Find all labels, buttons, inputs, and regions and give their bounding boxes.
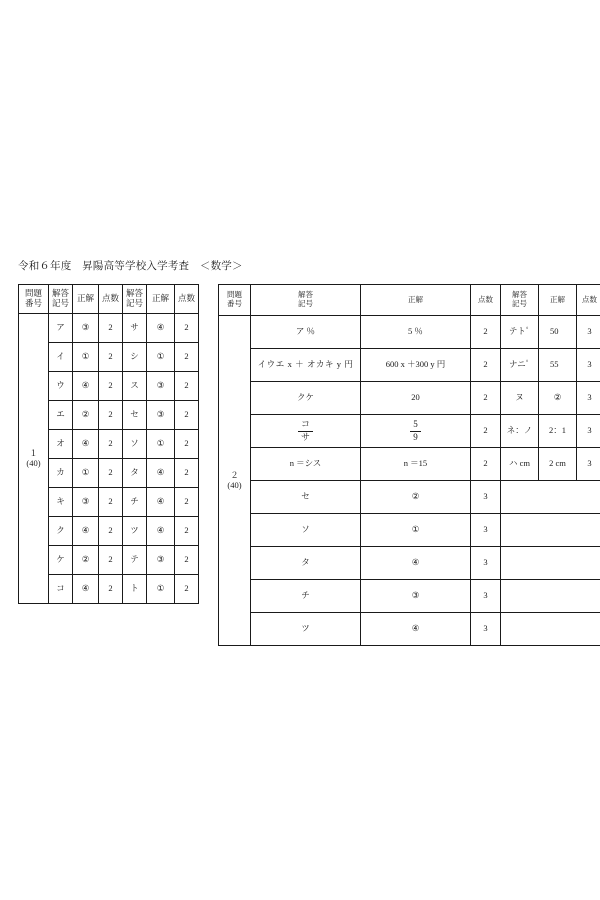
cell-symbol: チ	[251, 580, 361, 613]
cell-points: 2	[99, 401, 123, 430]
cell-answer-2: ③	[147, 401, 175, 430]
cell-points-2: 3	[577, 382, 600, 415]
table-row	[219, 514, 600, 547]
header-answer-symbol-2: 解答 記号	[123, 285, 147, 314]
cell-symbol: キ	[49, 488, 73, 517]
cell-answer: ④	[73, 430, 99, 459]
cell-symbol: ウ	[49, 372, 73, 401]
cell-symbol: イ	[49, 343, 73, 372]
cell-answer-fraction	[361, 415, 471, 448]
cell-points: 2	[471, 349, 501, 382]
cell-symbol: n ＝シス	[251, 448, 361, 481]
cell-symbol-2: ト	[123, 575, 147, 604]
cell-answer: 5 ％	[361, 316, 471, 349]
cell-points-2: 2	[175, 517, 199, 546]
header-answer-symbol: 解答 記号	[251, 285, 361, 316]
cell-answer: ①	[73, 459, 99, 488]
cell-symbol: ケ	[49, 546, 73, 575]
cell-points: 2	[471, 415, 501, 448]
table-row	[219, 316, 600, 349]
cell-answer: ①	[73, 343, 99, 372]
cell-points-2: 2	[175, 401, 199, 430]
cell-points: 2	[99, 517, 123, 546]
cell-symbol-2: サ	[123, 314, 147, 343]
cell-symbol: ツ	[251, 613, 361, 646]
cell-points-2: 2	[175, 314, 199, 343]
cell-symbol-2: ツ	[123, 517, 147, 546]
cell-points: 2	[99, 372, 123, 401]
cell-empty	[501, 547, 600, 580]
cell-symbol: ア	[49, 314, 73, 343]
table-row	[19, 314, 199, 343]
cell-answer-2: ③	[147, 372, 175, 401]
cell-answer: ④	[73, 372, 99, 401]
cell-points: 2	[99, 488, 123, 517]
cell-symbol-2: タ	[123, 459, 147, 488]
cell-points: 2	[99, 546, 123, 575]
header-points-2: 点数	[577, 285, 600, 316]
table-row	[219, 547, 600, 580]
cell-answer: ④	[361, 613, 471, 646]
question-number-cell: １ (40)	[19, 314, 49, 604]
cell-symbol: カ	[49, 459, 73, 488]
cell-answer: ④	[361, 547, 471, 580]
header-correct-answer: 正解	[73, 285, 99, 314]
fraction-denominator: サ	[300, 431, 310, 442]
cell-points-2: 2	[175, 459, 199, 488]
cell-points: 3	[471, 613, 501, 646]
cell-points: 2	[471, 448, 501, 481]
cell-points-2: 3	[577, 349, 600, 382]
cell-answer: ②	[73, 546, 99, 575]
fraction-denominator: 9	[413, 431, 418, 442]
cell-points: 3	[471, 547, 501, 580]
cell-answer-2: 50ﾟ	[539, 316, 577, 349]
cell-symbol: ク	[49, 517, 73, 546]
cell-symbol-2: チ	[123, 488, 147, 517]
cell-points: 2	[471, 382, 501, 415]
cell-answer: ①	[361, 514, 471, 547]
answer-table-question-2	[218, 284, 600, 646]
header-correct-answer-2: 正解	[539, 285, 577, 316]
cell-points-2: 3	[577, 415, 600, 448]
cell-answer-2: 2：1	[539, 415, 577, 448]
cell-answer-2: ④	[147, 459, 175, 488]
cell-points-2: 2	[175, 343, 199, 372]
header-correct-answer-2: 正解	[147, 285, 175, 314]
cell-symbol: コ	[49, 575, 73, 604]
table-row	[219, 580, 600, 613]
cell-answer: ②	[73, 401, 99, 430]
cell-empty	[501, 481, 600, 514]
cell-points-2: 2	[175, 546, 199, 575]
cell-points-2: 2	[175, 430, 199, 459]
question-number-cell: ２ (40)	[219, 316, 251, 646]
cell-points-2: 2	[175, 575, 199, 604]
cell-points: 3	[471, 514, 501, 547]
table-row	[219, 349, 600, 382]
cell-symbol-2: セ	[123, 401, 147, 430]
cell-points: 2	[471, 316, 501, 349]
cell-answer: ③	[361, 580, 471, 613]
cell-symbol-2: ナニﾟ	[501, 349, 539, 382]
cell-answer-2: ①	[147, 343, 175, 372]
cell-answer: ②	[361, 481, 471, 514]
cell-answer-2: ④	[147, 517, 175, 546]
cell-points: 3	[471, 580, 501, 613]
cell-symbol-2: ソ	[123, 430, 147, 459]
cell-answer: n ＝15	[361, 448, 471, 481]
fraction-numerator: 5	[410, 420, 421, 431]
cell-answer: 600 x ＋300 y 円	[361, 349, 471, 382]
cell-answer-2: 2 cm	[539, 448, 577, 481]
header-question-no: 問題 番号	[19, 285, 49, 314]
cell-answer: ④	[73, 575, 99, 604]
cell-symbol-2: ハ cm	[501, 448, 539, 481]
cell-symbol-2: ネ：ノ	[501, 415, 539, 448]
cell-answer-2: ②	[539, 382, 577, 415]
header-points: 点数	[471, 285, 501, 316]
cell-answer: ④	[73, 517, 99, 546]
table-row	[219, 613, 600, 646]
header-points: 点数	[99, 285, 123, 314]
cell-symbol: ア ％	[251, 316, 361, 349]
cell-points: 2	[99, 343, 123, 372]
cell-points-2: 2	[175, 372, 199, 401]
cell-answer-2: ①	[147, 575, 175, 604]
cell-points: 2	[99, 430, 123, 459]
header-question-no: 問題 番号	[219, 285, 251, 316]
cell-points: 3	[471, 481, 501, 514]
header-answer-symbol: 解答 記号	[49, 285, 73, 314]
cell-symbol-2: ス	[123, 372, 147, 401]
cell-symbol-2: シ	[123, 343, 147, 372]
cell-answer-2: ①	[147, 430, 175, 459]
cell-points: 2	[99, 459, 123, 488]
cell-symbol: セ	[251, 481, 361, 514]
header-answer-symbol-2: 解答 記号	[501, 285, 539, 316]
cell-answer-2: 55ﾟ	[539, 349, 577, 382]
page-title: 令和６年度 昇陽高等学校入学考査 ＜数学＞	[18, 261, 243, 272]
cell-points: 2	[99, 575, 123, 604]
table-header-row	[19, 285, 199, 314]
table-row	[219, 382, 600, 415]
cell-symbol: オ	[49, 430, 73, 459]
table-header-row	[219, 285, 600, 316]
cell-symbol: クケ	[251, 382, 361, 415]
table-row	[219, 481, 600, 514]
cell-symbol: イウエ x ＋ オカキ y 円	[251, 349, 361, 382]
cell-empty	[501, 580, 600, 613]
cell-empty	[501, 514, 600, 547]
fraction-numerator: コ	[298, 420, 313, 431]
cell-empty	[501, 613, 600, 646]
cell-answer-2: ③	[147, 546, 175, 575]
cell-answer: ③	[73, 314, 99, 343]
cell-symbol: エ	[49, 401, 73, 430]
cell-points-2: 2	[175, 488, 199, 517]
header-points-2: 点数	[175, 285, 199, 314]
cell-points-2: 3	[577, 316, 600, 349]
cell-answer: ③	[73, 488, 99, 517]
cell-points: 2	[99, 314, 123, 343]
cell-symbol-2: テトﾟ	[501, 316, 539, 349]
cell-symbol-fraction	[251, 415, 361, 448]
table-row	[219, 415, 600, 448]
cell-symbol-2: テ	[123, 546, 147, 575]
header-correct-answer: 正解	[361, 285, 471, 316]
cell-symbol: ソ	[251, 514, 361, 547]
cell-answer: 20	[361, 382, 471, 415]
cell-answer-2: ④	[147, 314, 175, 343]
cell-symbol-2: ヌ	[501, 382, 539, 415]
cell-answer-2: ④	[147, 488, 175, 517]
cell-symbol: タ	[251, 547, 361, 580]
table-row	[219, 448, 600, 481]
cell-points-2: 3	[577, 448, 600, 481]
answer-table-question-1	[18, 284, 199, 604]
